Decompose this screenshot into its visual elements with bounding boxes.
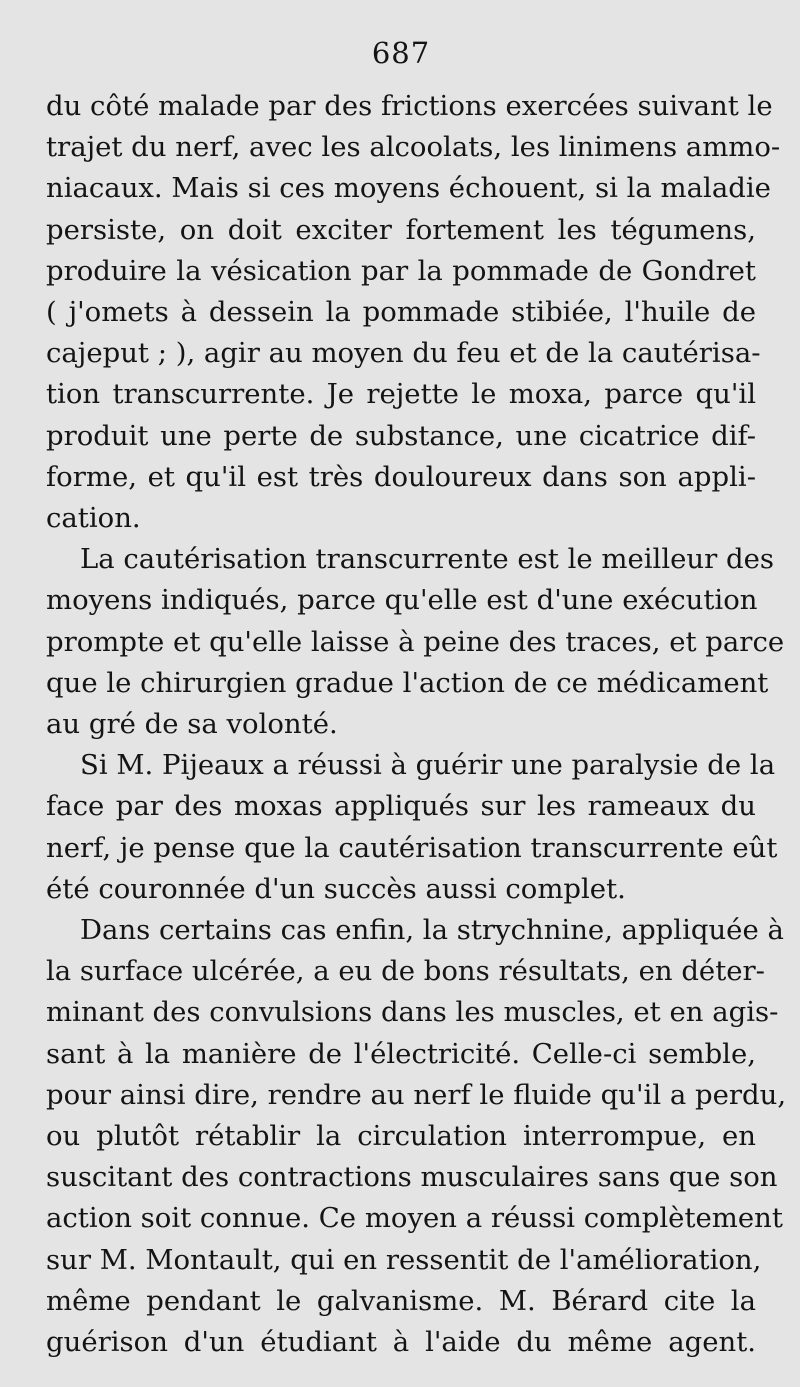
text-line: ou plutôt rétablir la circulation interrompue, en [46, 1120, 756, 1153]
text-line: produit une perte de substance, une cicatrice dif- [46, 419, 756, 452]
text-line: la surface ulcérée, a eu de bons résultats, en déter- [46, 955, 765, 988]
text-line: produire la vésication par la pommade de Gondret [46, 254, 756, 287]
page-number: 687 [371, 36, 431, 70]
text-line: même pendant le galvanisme. M. Bérard cite la [46, 1284, 756, 1317]
text-line: suscitant des contractions musculaires sans que son [46, 1161, 778, 1194]
text-line: sant à la manière de l'électricité. Celle-ci semble, [46, 1037, 756, 1070]
text-line: guérison d'un étudiant à l'aide du même agent. [46, 1326, 756, 1359]
text-line: action soit connue. Ce moyen a réussi complètement [46, 1202, 783, 1235]
text-line: au gré de sa volonté. [46, 708, 338, 741]
paragraph [46, 86, 781, 539]
text-line: moyens indiqués, parce qu'elle est d'une exécution [46, 584, 758, 617]
text-line: face par des moxas appliqués sur les rameaux du [46, 790, 756, 823]
text-line: nerf, je pense que la cautérisation transcurrente eût [46, 831, 778, 864]
text-line: tion transcurrente. Je rejette le moxa, parce qu'il [46, 378, 756, 411]
paragraph [46, 539, 785, 745]
text-line: sur M. Montault, qui en ressentit de l'amélioration, [46, 1243, 762, 1276]
text-line: été couronnée d'un succès aussi complet. [46, 872, 626, 905]
text-line: forme, et qu'il est très douloureux dans son appli- [46, 460, 756, 493]
text-line: trajet du nerf, avec les alcoolats, les linimens ammo- [46, 131, 781, 164]
text-line: persiste, on doit exciter fortement les tégumens, [46, 213, 756, 246]
text-line: cation. [46, 502, 141, 535]
text-line: Si M. Pijeaux a réussi à guérir une paralysie de la [80, 749, 776, 782]
text-line: ( j'omets à dessein la pommade stibiée, l'huile de [46, 296, 756, 329]
text-line: cajeput ; ), agir au moyen du feu et de la cautérisa- [46, 337, 761, 370]
text-line: pour ainsi dire, rendre au nerf le fluide qu'il a perdu, [46, 1078, 787, 1111]
text-line: Dans certains cas enfin, la strychnine, appliquée à [80, 914, 784, 947]
text-line: La cautérisation transcurrente est le meilleur des [80, 543, 774, 576]
text-line: que le chirurgien gradue l'action de ce médicament [46, 666, 769, 699]
text-line: du côté malade par des frictions exercées suivant le [46, 90, 773, 122]
text-line: prompte et qu'elle laisse à peine des traces, et parce [46, 625, 785, 658]
paragraph [46, 910, 787, 1363]
body-text [46, 86, 787, 1363]
paragraph [46, 745, 778, 910]
text-line: niacaux. Mais si ces moyens échouent, si la maladie [46, 172, 771, 205]
text-line: minant des convulsions dans les muscles, et en agis- [46, 996, 779, 1029]
